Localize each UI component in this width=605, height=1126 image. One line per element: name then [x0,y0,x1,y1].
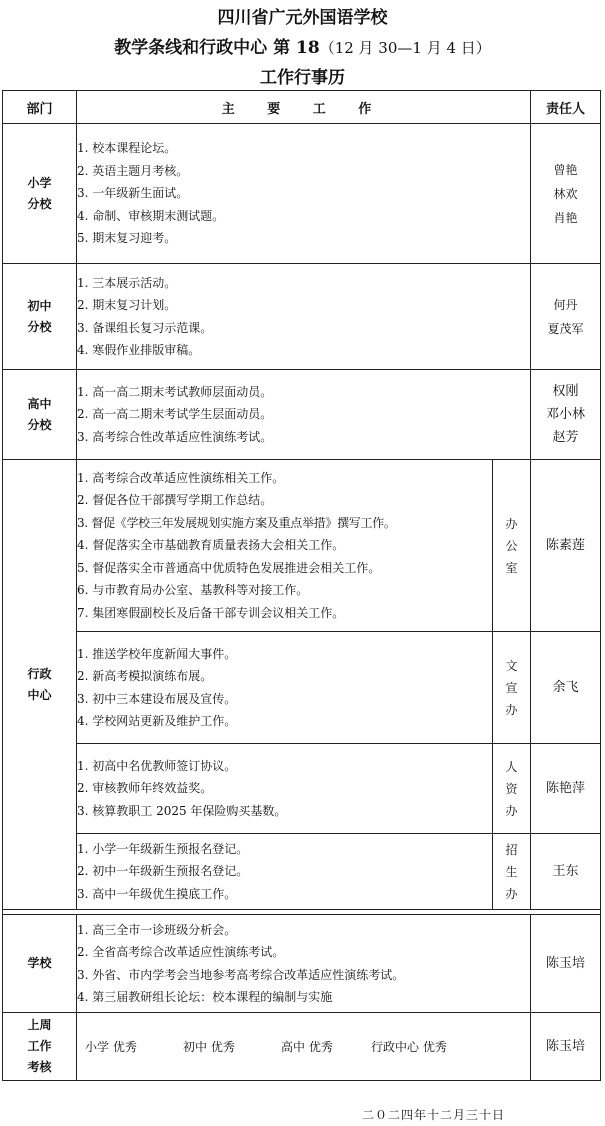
unit-publicity [493,632,531,744]
dept-line: 分校 [27,319,52,334]
resp-school: 陈玉培 [531,915,601,1013]
task-item: 4. 督促落实全市基础教育质量表扬大会相关工作。 [77,538,345,553]
subtitle-main: 教学条线和行政中心 第 18 [114,38,320,58]
unit-hr [493,744,531,834]
dept-school: 学校 [3,915,77,1013]
unit-char: 招 [505,842,518,857]
resp-name: 权刚 [552,384,579,399]
school-row [3,915,601,1013]
task-item: 3. 核算教职工 2025 年保险购买基数。 [77,803,287,818]
task-item: 3. 外省、市内学考会当地参考高考综合改革适应性演练考试。 [77,967,405,982]
dept-line: 工作 [27,1039,52,1053]
junior-row [3,264,601,370]
unit-char: 文 [505,658,518,673]
unit-char: 办 [505,702,518,717]
task-item: 1. 推送学校年度新闻大事件。 [77,646,237,661]
review-row [3,1013,601,1081]
unit-char: 宣 [505,680,518,695]
dept-line: 分校 [27,417,52,432]
resp-name: 邓小林 [546,407,586,422]
resp-review: 陈玉培 [531,1013,601,1081]
task-item: 3. 高考综合性改革适应性演练考试。 [77,429,273,444]
column-resp: 责任人 [531,91,601,124]
dept-line: 小学 [27,175,52,190]
dept-line: 上周 [27,1018,52,1032]
task-item: 1. 三本展示活动。 [77,275,177,290]
task-item: 3. 初中三本建设布展及宣传。 [77,691,237,706]
task-item: 4. 命制、审核期末测试题。 [77,208,225,223]
task-item: 4. 学校网站更新及维护工作。 [77,714,237,728]
task-item: 2. 高一高二期末考试学生层面动员。 [77,407,273,422]
resp-junior [531,264,601,370]
school-name: 四川省广元外国语学校 [217,8,388,28]
week-range: （12 月 30—1 月 4 日） [319,39,491,57]
primary-row [3,124,601,264]
resp-office: 陈素莲 [531,460,601,632]
resp-primary [531,124,601,264]
dept-line: 分校 [27,196,52,211]
task-item: 1. 高三全市一诊班级分析会。 [77,922,237,937]
dept-review [3,1013,77,1081]
work-schedule-table [2,90,601,1081]
review-item: 高中 优秀 [281,1040,333,1054]
unit-char: 办 [505,803,518,818]
admin-admissions-row [3,834,601,910]
task-item: 2. 期末复习计划。 [77,298,177,312]
resp-name: 肖艳 [553,210,578,225]
unit-char: 室 [505,560,518,575]
task-item: 4. 寒假作业排版审稿。 [77,343,201,357]
resp-publicity: 余飞 [531,632,601,744]
dept-line: 高中 [27,396,52,411]
admin-office-row [3,460,601,632]
task-item: 3. 督促《学校三年发展规划实施方案及重点举措》撰写工作。 [77,515,396,530]
task-item: 7. 集团寒假副校长及后备干部专训会议相关工作。 [77,605,345,620]
doc-subtitle [0,33,605,58]
tasks-senior [77,370,531,460]
resp-name: 何丹 [553,297,578,312]
task-item: 2. 审核教师年终效益奖。 [77,781,213,796]
task-item: 1. 初高中名优教师签订协议。 [77,758,237,773]
admin-publicity-row [3,632,601,744]
task-item: 4. 第三届教研组长论坛：校本课程的编制与实施 [77,990,333,1004]
review-item: 行政中心 优秀 [371,1040,447,1054]
dept-senior [3,370,77,460]
unit-char: 办 [505,886,518,901]
unit-admissions [493,834,531,910]
tasks-hr [77,744,493,834]
resp-name: 曾艳 [553,162,578,177]
task-item: 5. 期末复习迎考。 [77,231,177,246]
resp-admissions: 王东 [531,834,601,910]
task-item: 3. 高中一年级优生摸底工作。 [77,886,237,901]
issue-date: 二０二四年十二月三十日 [362,1108,506,1122]
resp-name: 赵芳 [552,430,579,445]
task-item: 2. 初中一年级新生预报名登记。 [77,864,249,879]
dept-line: 考核 [27,1060,52,1074]
tasks-admissions [77,834,493,910]
review-item: 初中 优秀 [183,1040,235,1054]
review-results [77,1013,531,1081]
column-dept: 部门 [3,91,77,124]
dept-admin [3,460,77,910]
dept-line: 行政 [27,666,52,681]
task-item: 2. 英语主题月考核。 [77,163,189,178]
task-item: 1. 高考综合改革适应性演练相关工作。 [77,470,285,485]
unit-char: 资 [505,781,518,796]
task-item: 3. 备课组长复习示范课。 [77,320,213,335]
resp-senior [531,370,601,460]
tasks-office [77,460,493,632]
resp-name: 林欢 [553,186,578,201]
task-item: 2. 新高考模拟演练布展。 [77,669,213,683]
task-item: 1. 小学一年级新生预报名登记。 [77,841,249,856]
task-item: 3. 一年级新生面试。 [77,186,189,201]
unit-office [493,460,531,632]
unit-char: 公 [505,538,518,553]
doc-title: 工作行事历 [260,68,345,88]
column-work: 主 要 工 作 [77,91,531,124]
dept-line: 初中 [27,298,52,313]
task-item: 2. 督促各位干部撰写学期工作总结。 [77,493,273,508]
tasks-primary [77,124,531,264]
resp-hr: 陈艳萍 [531,744,601,834]
tasks-school [77,915,531,1013]
task-item: 6. 与市教育局办公室、基教科等对接工作。 [77,583,309,598]
unit-char: 人 [505,759,518,774]
tasks-publicity [77,632,493,744]
dept-line: 中心 [27,687,52,702]
unit-char: 办 [505,516,518,531]
dept-primary [3,124,77,264]
resp-name: 夏茂军 [547,321,584,336]
review-item: 小学 优秀 [85,1040,137,1054]
admin-hr-row [3,744,601,834]
senior-row [3,370,601,460]
header-row [3,91,601,124]
dept-junior [3,264,77,370]
unit-char: 生 [505,864,518,879]
task-item: 5. 督促落实全市普通高中优质特色发展推进会相关工作。 [77,560,381,575]
tasks-junior [77,264,531,370]
task-item: 1. 高一高二期末考试教师层面动员。 [77,384,273,399]
task-item: 2. 全省高考综合改革适应性演练考试。 [77,945,285,959]
task-item: 1. 校本课程论坛。 [77,141,177,156]
